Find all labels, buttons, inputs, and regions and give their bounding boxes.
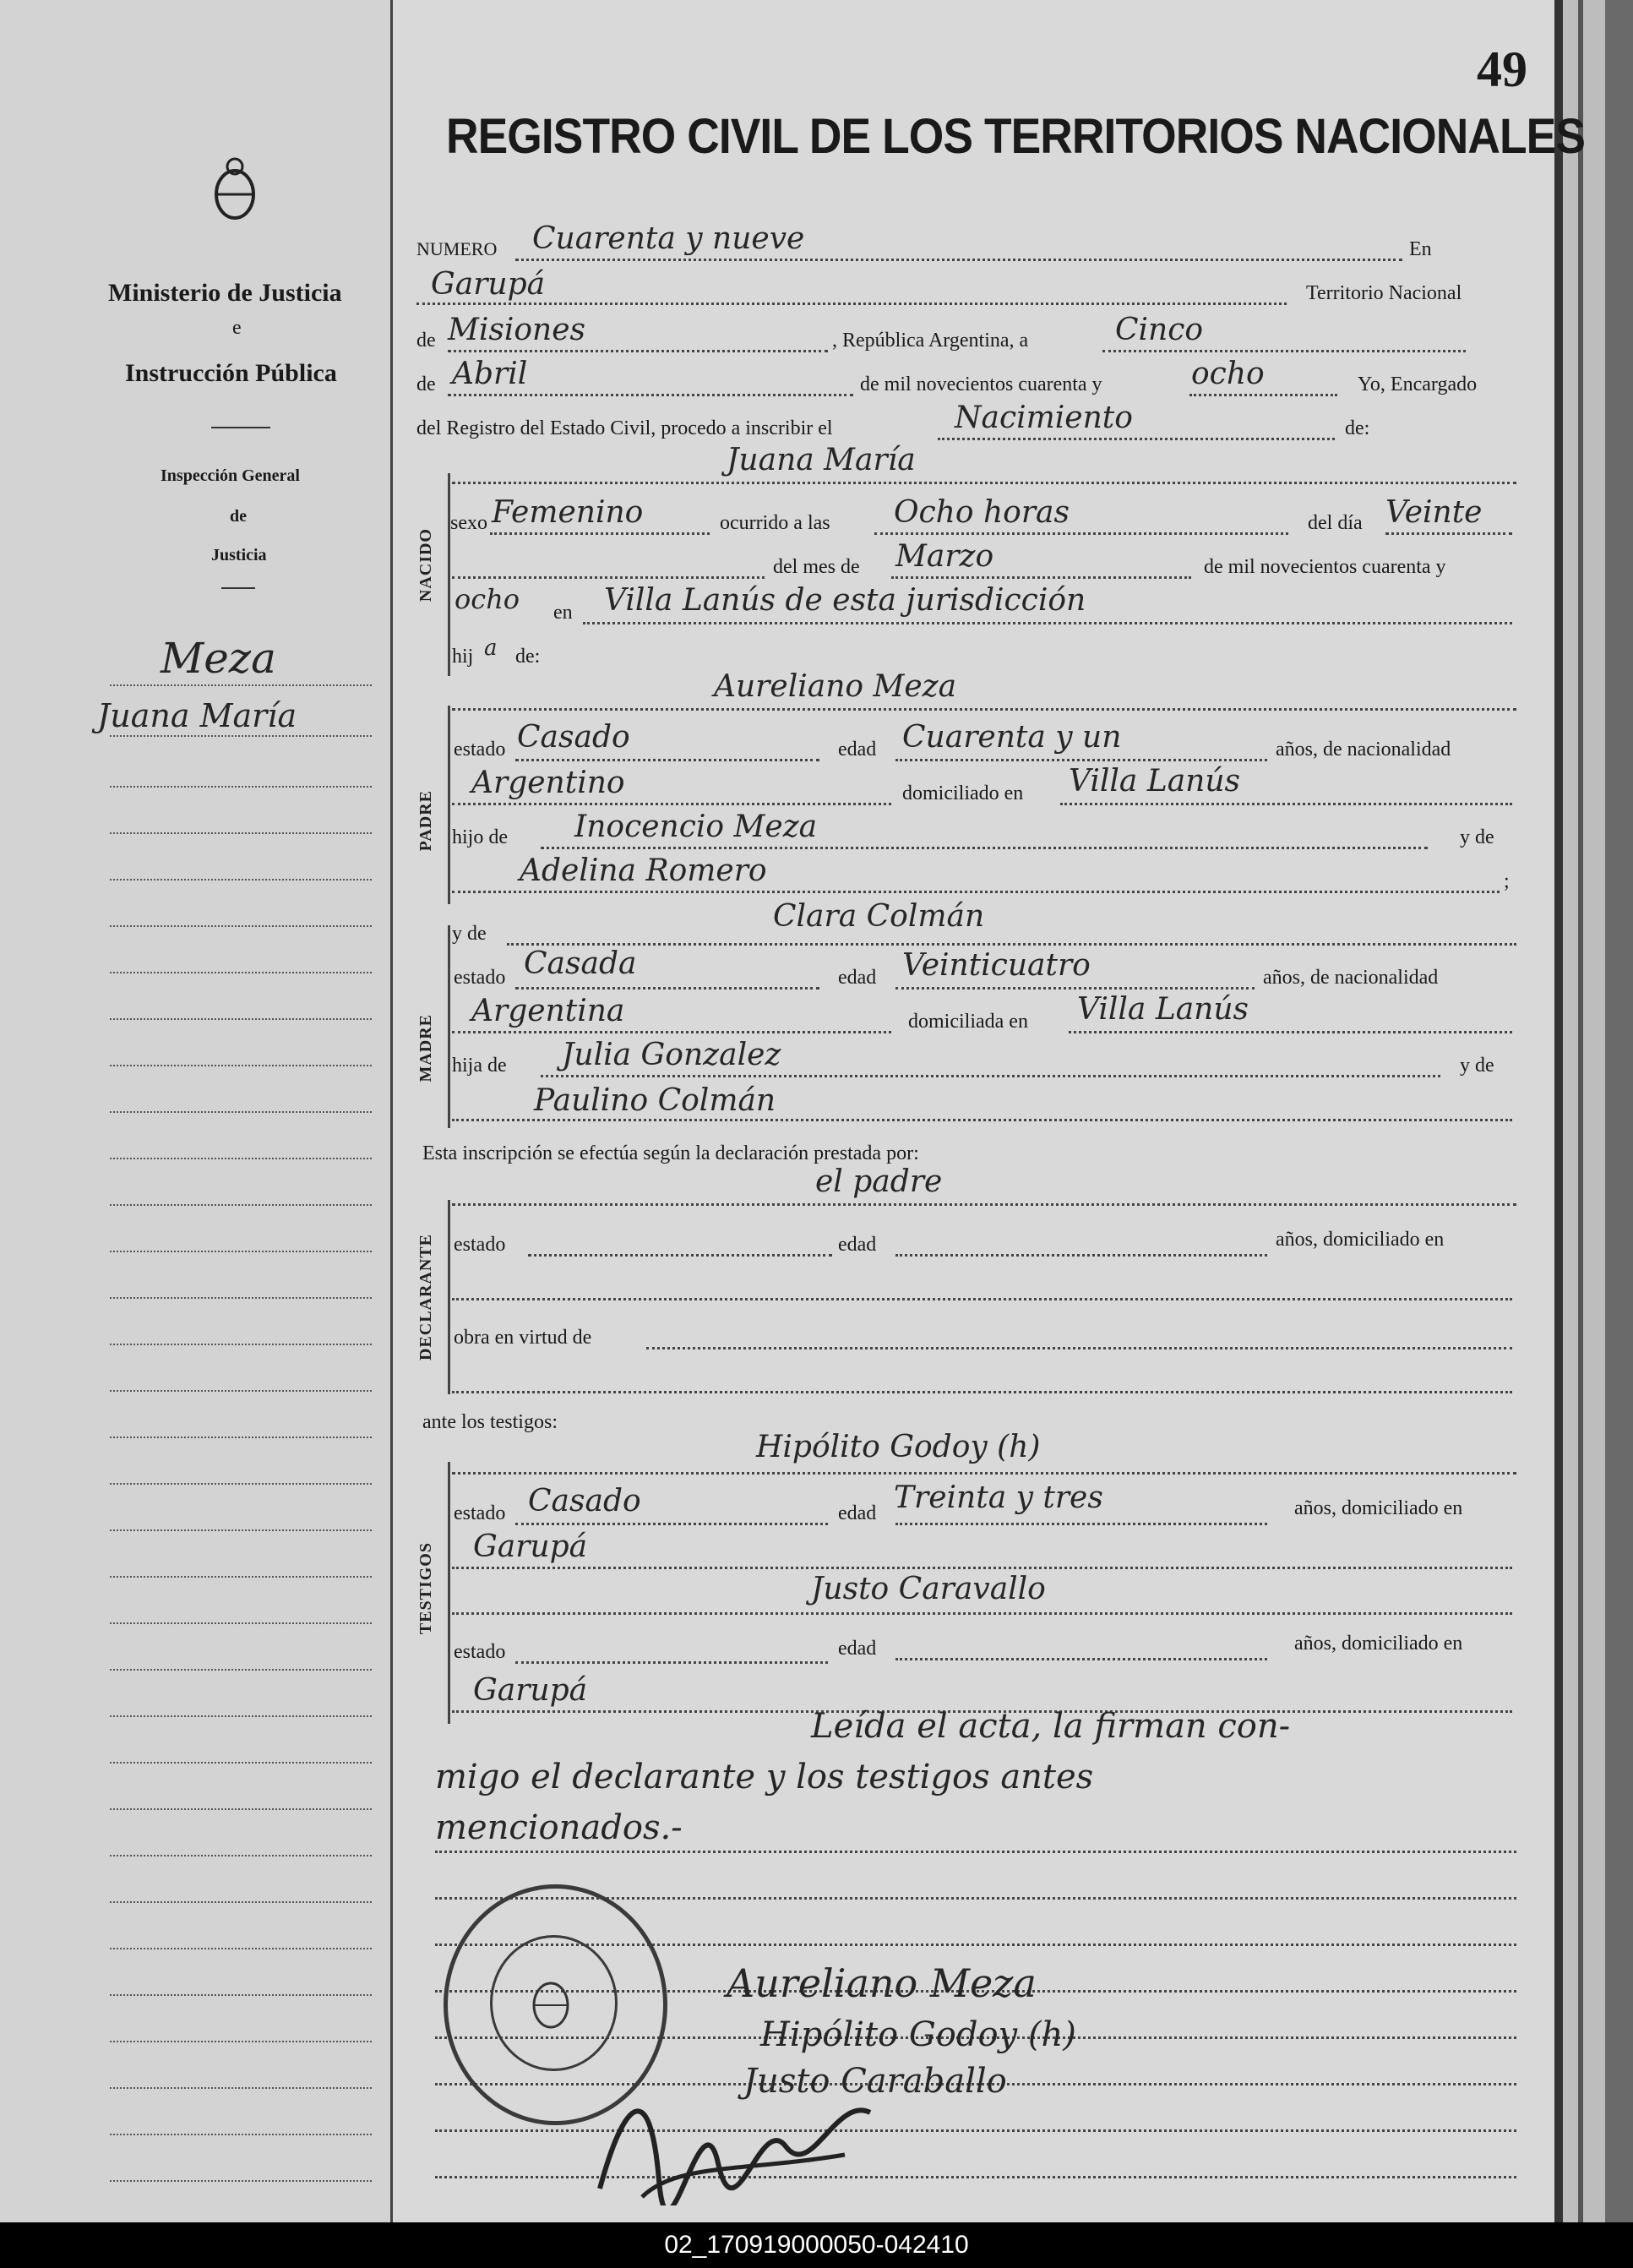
entry-anio-nacimiento: ocho: [455, 583, 520, 615]
label-madre-domicilio: domiciliada en: [908, 1011, 1028, 1033]
label-madre-y-de: y de: [452, 923, 487, 945]
entry-lugar: Villa Lanús de esta jurisdicción: [604, 583, 1086, 618]
stamp-shield-icon: [525, 1973, 576, 2032]
label-madre-hija-de: hija de: [452, 1055, 507, 1077]
file-name-footer: 02_170919000050-042410: [0, 2222, 1633, 2268]
label-de-2: de: [416, 373, 436, 395]
ministry-line1: Ministerio de Justicia: [108, 279, 342, 307]
label-sexo: sexo: [450, 512, 487, 534]
signature-witness2: Justo Caraballo: [743, 2062, 1007, 2101]
signature-witness1: Hipólito Godoy (h): [760, 2015, 1076, 2054]
label-madre-edad: edad: [838, 967, 877, 989]
registrar-signature-icon: [591, 2062, 887, 2205]
entry-padre-estado: Casado: [517, 720, 630, 755]
stub-rule-line: [110, 1390, 372, 1392]
entry-madre-padre: Paulino Colmán: [534, 1083, 776, 1118]
stub-rule-line: [110, 1529, 372, 1531]
label-territorio: Territorio Nacional: [1306, 282, 1462, 304]
binding-edge: [1554, 0, 1633, 2222]
label-testigo1-estado: estado: [454, 1502, 506, 1524]
stub-rule-line: [110, 925, 372, 927]
stub-rule-line: [110, 2087, 372, 2089]
perforation-line: [390, 0, 393, 2222]
entry-madre-edad: Veinticuatro: [902, 948, 1091, 983]
closing-note-line1: Leída el acta, la firman con-: [811, 1707, 1291, 1746]
ministry-e: e: [232, 317, 242, 339]
label-padre-edad: edad: [838, 739, 877, 761]
label-republica: , República Argentina, a: [832, 330, 1029, 352]
stub-rule-line: [110, 832, 372, 834]
label-de-colon: de:: [1345, 417, 1370, 439]
inspection-line2: de: [230, 507, 247, 526]
entry-mes-nacimiento: Marzo: [895, 539, 994, 574]
stub-rule-line: [110, 1483, 372, 1485]
divider-short: [221, 587, 255, 589]
label-padre-estado: estado: [454, 739, 506, 761]
label-del-registro: del Registro del Estado Civil, procedo a inscribir el: [416, 417, 833, 439]
label-testigo1-edad: edad: [838, 1502, 877, 1524]
label-de-mil: de mil novecientos cuarenta y: [860, 373, 1102, 395]
stub-rule-line: [110, 1901, 372, 1903]
entry-dia-registro: Cinco: [1115, 313, 1204, 347]
stub-rule-line: [110, 1762, 372, 1764]
page-title: REGISTRO CIVIL DE LOS TERRITORIOS NACIONALES: [446, 109, 1586, 164]
entry-madre-madre: Julia Gonzalez: [562, 1038, 781, 1072]
stub-rule-line: [110, 1715, 372, 1717]
stub-rule-line: [110, 2134, 372, 2135]
label-ante-testigos: ante los testigos:: [422, 1411, 558, 1433]
page-number: 49: [1477, 41, 1527, 97]
label-madre-y-de-2: y de: [1460, 1055, 1494, 1077]
stub-rule-line: [110, 1251, 372, 1252]
stub-rule-line: [110, 1437, 372, 1438]
section-testigos: TESTIGOS: [416, 1542, 435, 1635]
entry-dia-nacimiento: Veinte: [1385, 495, 1483, 530]
entry-padre-padre: Inocencio Meza: [574, 810, 818, 844]
label-testigo2-anos: años, domiciliado en: [1294, 1633, 1463, 1655]
section-madre: MADRE: [416, 1014, 435, 1082]
stub-rule-line: [110, 1948, 372, 1949]
stub-rule-line: [110, 1204, 372, 1206]
label-padre-nacionalidad: años, de nacionalidad: [1276, 739, 1451, 761]
entry-hijo-suffix: a: [484, 635, 498, 661]
label-inscripcion: Esta inscripción se efectúa según la declaración prestada por:: [422, 1142, 919, 1164]
entry-localidad: Garupá: [431, 267, 546, 302]
entry-padre-edad: Cuarenta y un: [902, 720, 1122, 755]
label-declarante-anos: años, domiciliado en: [1276, 1229, 1445, 1251]
national-shield-icon: [210, 156, 260, 224]
stub-rule-line: [110, 879, 372, 880]
stub-rule-line: [110, 1018, 372, 1020]
stub-rule-line: [110, 1994, 372, 1996]
label-del-mes: del mes de: [773, 556, 860, 578]
label-ocurrido: ocurrido a las: [720, 512, 830, 534]
stub-rule-line: [110, 1065, 372, 1066]
label-madre-nacionalidad: años, de nacionalidad: [1263, 967, 1439, 989]
entry-declarante: el padre: [815, 1164, 943, 1199]
inspection-line3: Justicia: [211, 546, 267, 564]
entry-padre-nacionalidad: Argentino: [471, 766, 625, 800]
stub-rule-line: [110, 1808, 372, 1810]
entry-madre-nacionalidad: Argentina: [471, 994, 625, 1028]
entry-hora: Ocho horas: [894, 495, 1070, 530]
label-hijo-de: de:: [515, 646, 541, 668]
entry-anio-registro: ocho: [1191, 357, 1265, 391]
stub-rule-line: [110, 1622, 372, 1624]
label-madre-estado: estado: [454, 967, 506, 989]
entry-padre-madre: Adelina Romero: [520, 853, 767, 888]
stub-rule-line: [110, 1297, 372, 1299]
body-rule-line: [435, 1849, 1516, 1853]
section-nacido: NACIDO: [416, 528, 435, 602]
label-padre-hijo-de: hijo de: [452, 826, 508, 848]
closing-note-line2: migo el declarante y los testigos antes: [435, 1758, 1094, 1796]
margin-name: Juana María: [97, 697, 297, 734]
label-declarante-estado: estado: [454, 1234, 506, 1256]
entry-madre-nombre: Clara Colmán: [773, 899, 985, 934]
label-del-dia: del día: [1308, 512, 1363, 534]
stub-rule-line: [110, 2041, 372, 2042]
entry-testigo2-domicilio: Garupá: [473, 1673, 588, 1708]
entry-sexo: Femenino: [492, 495, 644, 530]
entry-madre-domicilio: Villa Lanús: [1077, 992, 1249, 1027]
section-padre: PADRE: [416, 790, 435, 852]
label-numero: NUMERO: [416, 238, 498, 259]
ministry-line2: Instrucción Pública: [125, 359, 337, 387]
section-declarante: DECLARANTE: [416, 1234, 435, 1361]
label-obra-virtud: obra en virtud de: [454, 1327, 592, 1349]
entry-nombre: Juana María: [727, 443, 916, 477]
entry-testigo1-estado: Casado: [528, 1484, 641, 1518]
entry-padre-domicilio: Villa Lanús: [1069, 764, 1241, 799]
entry-testigo2-nombre: Justo Caravallo: [811, 1572, 1046, 1606]
divider: [211, 427, 270, 428]
stub-rule-line: [110, 1669, 372, 1671]
entry-padre-nombre: Aureliano Meza: [714, 669, 957, 704]
stub-rule-line: [110, 1855, 372, 1856]
label-testigo2-edad: edad: [838, 1638, 877, 1660]
stub-rule-line: [110, 786, 372, 788]
label-en: En: [1409, 238, 1432, 260]
entry-madre-estado: Casada: [524, 946, 637, 981]
entry-territorio: Misiones: [448, 313, 586, 347]
stub-rule-line: [110, 1111, 372, 1113]
entry-testigo1-edad: Treinta y tres: [894, 1480, 1103, 1515]
label-de-mil-2: de mil novecientos cuarenta y: [1204, 556, 1446, 578]
signature-father: Aureliano Meza: [727, 1960, 1037, 2006]
label-declarante-edad: edad: [838, 1234, 877, 1256]
label-padre-domicilio: domiciliado en: [902, 782, 1024, 804]
entry-acto: Nacimiento: [955, 401, 1133, 435]
entry-mes-registro: Abril: [452, 357, 528, 391]
label-de: de: [416, 330, 436, 352]
label-semicolon: ;: [1504, 870, 1510, 892]
label-yo-encargado: Yo, Encargado: [1358, 373, 1478, 395]
stub-rule-line: [110, 1158, 372, 1159]
entry-testigo1-nombre: Hipólito Godoy (h): [756, 1430, 1041, 1464]
stub-rule-line: [110, 2180, 372, 2182]
entry-numero: Cuarenta y nueve: [532, 221, 805, 256]
margin-surname: Meza: [161, 634, 276, 683]
label-testigo2-estado: estado: [454, 1641, 506, 1663]
entry-testigo1-domicilio: Garupá: [473, 1529, 588, 1564]
label-en-lugar: en: [553, 602, 573, 624]
label-testigo1-anos: años, domiciliado en: [1294, 1497, 1463, 1519]
stub-rule-line: [110, 1576, 372, 1578]
stub-rule-line: [110, 1344, 372, 1345]
label-padre-y-de: y de: [1460, 826, 1494, 848]
inspection-line1: Inspección General: [161, 466, 300, 485]
stub-rule-line: [110, 972, 372, 973]
closing-note-line3: mencionados.-: [435, 1808, 683, 1847]
label-hijo: hij: [452, 646, 474, 668]
